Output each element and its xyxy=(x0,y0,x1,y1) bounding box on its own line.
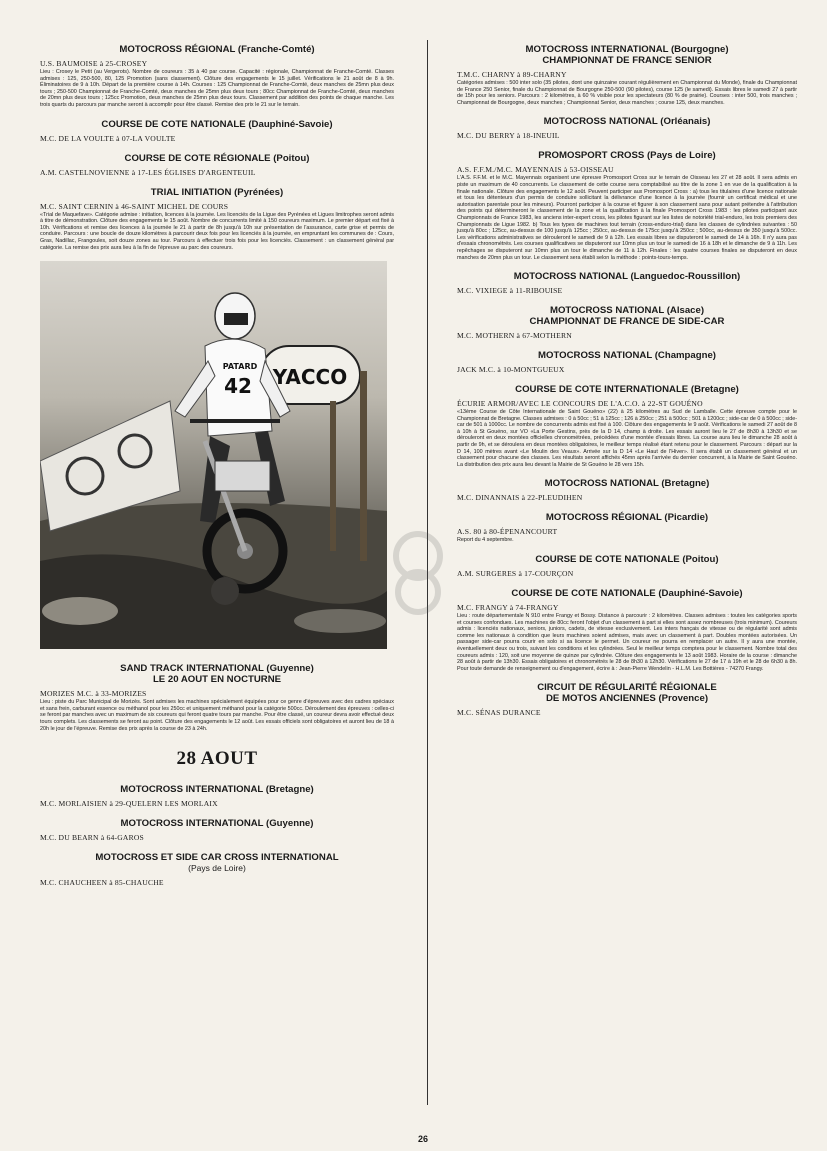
event-club: M.C. MOTHERN à 67-MOTHERN xyxy=(457,331,572,341)
event-title: PROMOSPORT CROSS (Pays de Loire) xyxy=(538,150,716,162)
event-body: Catégories admises : 500 inter solo (35 pilotes, dont une quinzaine courant régulièrement en Championnat du Monde), finale du Championnat de France 250 Senior, finale du Championnat de Bourgogne 250-500 (90 pilotes), course 125 (le samedi). Essais libres le samedi 27 à partir de 15h pour les seniors. Parcours : 2 kilomètres, à 60 % visible pour les spectateurs (80 % de prairie). Courses : inter 500, trois manches ; Championnat de Bourgogne, deux manches ; Championnat Senior, deux manches ; course 125, deux manches. xyxy=(457,80,797,106)
event-club: U.S. BAUMOISE à 25-CROSEY xyxy=(40,59,148,68)
event-title: COURSE DE COTE RÉGIONALE (Poitou) xyxy=(124,152,310,164)
event-body: Report du 4 septembre. xyxy=(457,537,514,544)
event-title: MOTOCROSS RÉGIONAL (Picardie) xyxy=(545,512,709,524)
event-title xyxy=(457,44,797,66)
photo-illustration xyxy=(40,261,387,649)
event-cote-bretagne-inter xyxy=(457,384,797,468)
event-club: M.C. SÉNAS DURANCE xyxy=(457,708,541,718)
event-title-line1: CIRCUIT DE RÉGULARITÉ RÉGIONALE xyxy=(537,682,717,694)
yacco-banner-text: YACCO xyxy=(272,365,348,390)
event-title: TRIAL INITIATION (Pyrénées) xyxy=(150,186,284,198)
watermark-logo xyxy=(388,528,448,618)
event-club: A.M. SURGERES à 17-COURÇON xyxy=(457,569,574,579)
date-heading: 28 AOUT xyxy=(176,748,258,770)
event-club: T.M.C. CHARNY à 89-CHARNY xyxy=(457,70,567,79)
event-title-line2: CHAMPIONNAT DE FRANCE DE SIDE-CAR xyxy=(529,316,725,328)
event-title: COURSE DE COTE INTERNATIONALE (Bretagne) xyxy=(515,384,739,396)
event-title-line1: MOTOCROSS ET SIDE CAR CROSS INTERNATIONAL xyxy=(95,852,339,864)
event-motocross-bretagne-inter xyxy=(40,784,394,808)
event-title-line2: (Pays de Loire) xyxy=(188,863,246,874)
jersey-brand: PATARD xyxy=(222,362,258,372)
event-title: MOTOCROSS NATIONAL (Languedoc-Roussillon) xyxy=(513,271,741,283)
event-club: M.C. MORLAISIEN à 29-QUELERN LES MORLAIX xyxy=(40,799,218,809)
event-club: M.C. VIXIEGE à 11-RIBOUISE xyxy=(457,286,563,296)
event-promosport-cross xyxy=(457,150,797,261)
event-title: COURSE DE COTE NATIONALE (Dauphiné-Savoie) xyxy=(101,118,333,130)
event-title: MOTOCROSS NATIONAL (Bretagne) xyxy=(544,478,710,490)
event-motocross-orleanais xyxy=(457,116,797,140)
event-motocross-guyenne-inter xyxy=(40,818,394,842)
event-club: ÉCURIE ARMOR/AVEC LE CONCOURS DE L'A.C.O. à 22-ST GOUÉNO xyxy=(457,399,703,409)
event-club: M.C. DU BEARN à 64-GAROS xyxy=(40,833,144,843)
event-motocross-alsace xyxy=(457,305,797,340)
page-number: 26 xyxy=(418,1134,429,1144)
event-body: L'A.S. F.F.M. et le M.C. Mayennais organisent une épreuve Promosport Cross sur le terrain de Oisseau les 27 et 28 août. Il sera admis en piste un maximum de 40 concurrents. Le classement de cette course sera comptabilisé au titre de la zone 1 en vue de la qualification à la finale nationale. Clôture des engagements le 12 août. Peuvent participer aux Promosport Cross : a) tous les titulaires d'une licence nationale et tous les détenteurs d'un permis de conduire sollicitant la délivrance d'une licence à la journée (fournir un certificat médical et une autorisation parentale pour les mineurs). Pourront participer à la course et figurer à son classement sans pour autant prétendre à l'attribution des points qui détermineront le classement de la zone et la qualification à la finale Promosport Cross 1983 : les pilotes participant aux Championnats de France 1983, les anciens inter-expert cross, les pilotes figurant sur les listes de notoriété trial-enduro, les trois premiers des Championnats de Ligue 1982. b) Tous les types de machines tout terrain (cross-enduro-trial) dans les classes de cylindrées suivantes : 50 jusqu'à 80cc ; 125cc, au-dessus de 100 jusqu'à 125cc ; 250cc, au-dessus de 175cc jusqu'à 250cc ; 500cc, au-dessus de 350 jusqu'à 500cc. Les vérifications administratives se dérouleront le samedi de 9 à 12h. Les essais libres se disputeront le samedi de 14 à 16h. Il n'y aura pas d'essais chronométrés. Les courses qualificatives se disputeront sur 10mn plus un tour le samedi de 16 à 18h et le dimanche de 9 à 11h. Les repêchages se disputeront sur 10mn plus un tour le dimanche de 11 à 12h. Finales : les quatre courses finales se disputeront en deux manches de 20mn plus un tour. Le classement sera établi selon la méthode : points-tours-temps. xyxy=(457,175,797,261)
event-club: MORIZES M.C. à 33-MORIZES xyxy=(40,689,147,699)
event-side-car-pays-de-loire xyxy=(40,852,394,887)
event-title: MOTOCROSS NATIONAL (Champagne) xyxy=(537,350,717,362)
event-club: M.C. CHAUCHEEN à 85-CHAUCHE xyxy=(40,878,164,888)
event-title: MOTOCROSS INTERNATIONAL (Guyenne) xyxy=(120,818,314,830)
event-title-line1: MOTOCROSS NATIONAL (Alsace) xyxy=(549,305,705,317)
event-cote-poitou-national xyxy=(457,554,797,578)
event-trial-pyrenees xyxy=(40,187,394,252)
event-title xyxy=(40,663,394,685)
event-title xyxy=(40,852,394,874)
event-club: M.C. DINANNAIS à 22-PLEUDIHEN xyxy=(457,493,583,503)
event-club: A.M. CASTELNOVIENNE à 17-LES ÉGLISES D'ARGENTEUIL xyxy=(40,167,256,177)
event-club: M.C. DU BERRY à 18-INEUIL xyxy=(457,131,560,141)
event-title: MOTOCROSS RÉGIONAL (Franche-Comté) xyxy=(119,44,315,55)
event-club: JACK M.C. à 10-MONTGUEUX xyxy=(457,365,565,375)
event-title xyxy=(457,682,797,704)
trial-rider-photo xyxy=(40,261,387,649)
event-cote-poitou xyxy=(40,153,394,177)
left-column xyxy=(40,44,394,897)
event-title: COURSE DE COTE NATIONALE (Dauphiné-Savoie) xyxy=(511,588,743,600)
event-body: «Trial de Maquefave». Catégorie admise : initiation, licences à la journée. Les licenciés de la Ligue des Pyrénées et Ligues limitrophes seront admis à titre de démonstration. Clôture des engagements le 15 août. Nombre de concurrents limité à 150 coureurs maximum. Le premier départ est fixé à 10h. Vérifications et remise des licences à la journée le 21 à partir de 8h jusqu'à 10h sur présentation de l'assurance, carte grise et permis de conduire. Parcours : une boucle de douze kilomètres à parcourir deux fois pour les licenciés à la journée, en empruntant les communes de : Cours, Gras, Nadillac, Frangoules, soit douze zones au tour. Parcours à effectuer trois fois pour les licenciés. Classement : un classement général par catégorie. La remise des prix aura lieu à la fin de l'épreuve au parc des coureurs. xyxy=(40,211,394,251)
event-title-line2: CHAMPIONNAT DE FRANCE SENIOR xyxy=(542,55,712,66)
rider-number: 42 xyxy=(224,374,252,399)
event-club: A.S. F.F.M./M.C. MAYENNAIS à 53-OISSEAU xyxy=(457,165,614,175)
event-motocross-picardie xyxy=(457,512,797,544)
event-body: Lieu : route départementale N 910 entre Frangy et Bossy. Distance à parcourir : 2 kilomètres. Classes admises : toutes les catégories sports et courses confondues. Les machines de 80cc feront l'objet d'un classement à part si elles sont assez nombreuses (trois minimum). Coureurs admis : licenciés nationaux, seniors, juniors, cadets, de vitesse exclusivement. Les inters français de vitesse ou de régularité sont admis comme les nationaux à condition que leurs machines soient admises, mais avec un classement à part. Doubles montées autorisées. Un passager side-car pourra courir en solo si sa licence le permet. Un coureur ne pourra en remplacer un autre. Il y aura une montée, éventuellement deux ou trois, suivant les conditions et les cylindrées. Seul le meilleur temps comptera pour le classement. Nombre total des coureurs admis : 120, soit une moyenne de quinze par cylindrée. Clôture des engagements le 13 août 1983. Horaire de la course : dimanche 28 août à partir de 13h30. Essais obligatoires et chronométrés le 28 de 8h30 à 12h30. Vérifications le 27 de 17 à 19h et le 28 de 6h30 à 8h. Pour toute demande de renseignement ou d'engagement, écrire à : Jean-Pierre Wendelin - H.L.M. Les Bottières - 74270 Frangy. xyxy=(457,613,797,672)
event-club: A.S. 80 à 80-ÉPENANCOURT xyxy=(457,527,558,537)
event-cote-dauphine xyxy=(40,119,394,143)
event-sand-track xyxy=(40,663,394,732)
event-title: MOTOCROSS INTERNATIONAL (Bretagne) xyxy=(120,784,314,796)
event-body: «13ème Course de Côte Internationale de Saint Gouéno» (22) à 25 kilomètres au Sud de Lamballe. Cette épreuve compte pour le Championnat de Bretagne. Classes admises : 0 à 50cc ; 51 à 125cc ; 126 à 250cc ; 251 à 500cc ; 501 à 1200cc ; side-car de 0 à 500cc ; side-car de 501 à 1000cc. Le nombre de concurrents admis est fixé à 100. Clôture des engagements le 9 août. Vérifications le samedi 27 août de 8 à 10h à St Gouéno, sur VO «La Porte Gestins, près de la D 14, champ à droite. Les essais auront lieu le 27 de 8h30 à 13h30 et se dérouleront en deux montées officielles chronométrées, précédées d'une montée d'essais libres. La course aura lieu le dimanche 28 août à partir de 9h, et se déroulera en deux montées obligatoires, le meilleur temps réalisé étant retenu pour le classement. Parcours : départ sur la D 14, 100 mètres avant «Le Moulin des Veaux». Arrivée sur la D 14 «Le Haut de l'Hiver». Il sera établi un classement général et un classement pour chacune des classes. Les résultats seront affichés 45mn après l'arrivée du dernier concurrent, à la Mairie de Saint Gouéno. La distribution des prix aura lieu devant la Mairie de St Gouéno le 28 vers 15h. xyxy=(457,409,797,468)
right-column xyxy=(457,44,797,727)
event-body: Lieu : piste du Parc Municipal de Morizès. Sont admises les machines spécialement équipées pour ce genre d'épreuves avec des cadres spéciaux et sans frein, carburant essence ou méthanol pour les 250cc et uniquement méthanol pour la catégorie 500cc. Déroulement des épreuves : celles-ci se feront par manches avec un maximum de six coureurs qui feront quatre tours par manche. Pour être classé, un coureur devra avoir effectué deux tours complets. Les classements se feront au point. Clôture des engagements le 12 août. Les essais officiels sont obligatoires et auront lieu de 18 à 20h le jour de l'épreuve. Remise des prix après la course de 23 à 24h. xyxy=(40,699,394,732)
event-title-line1: SAND TRACK INTERNATIONAL (Guyenne) xyxy=(120,663,314,675)
event-body: Lieu : Crosey le Petit (au Vergerots). Nombre de coureurs : 35 à 40 par course. Capacité : régionale, Championnat de Franche-Comté. Classes admises : 125, 250-500, 80, 125 Promotion (sans classement). Clôture des engagements le 15 juillet. Vérifications le 21 août de 8 à 9h. Éliminatoires de 9 à 10h. Départ de la première course à 14h. Courses : 125 Championnat de Franche-Comté, deux manches de 25mn plus deux tours ; 250-500 Championnat de Franche-Comté, deux manches de 25mn plus deux tours ; 80cc Championnat de Franche-Comté, deux manches de 20mn plus deux tours ; 125cc Promotion, deux manches de 25mn plus deux tours. Classement par addition des points de chaque manche. Les trois quarts du parcours par manche seront à accomplir pour être classé. Remise des prix le 21 sur le terrain. xyxy=(40,69,394,108)
event-title-line1: MOTOCROSS INTERNATIONAL (Bourgogne) xyxy=(525,44,729,55)
event-club: M.C. DE LA VOULTE à 07-LA VOULTE xyxy=(40,133,176,143)
event-circuit-regularite xyxy=(457,682,797,717)
event-club: M.C. FRANGY à 74-FRANGY xyxy=(457,603,559,613)
event-title-line2: DE MOTOS ANCIENNES (Provence) xyxy=(545,693,709,705)
event-motocross-champagne xyxy=(457,350,797,374)
event-cote-dauphine-frangy xyxy=(457,588,797,672)
event-motocross-languedoc xyxy=(457,271,797,295)
event-title-line2: LE 20 AOUT EN NOCTURNE xyxy=(152,674,282,686)
event-club: M.C. SAINT CERNIN à 46-SAINT MICHEL DE COURS xyxy=(40,201,229,211)
event-motocross-bourgogne xyxy=(457,44,797,106)
event-title: MOTOCROSS NATIONAL (Orléanais) xyxy=(543,116,711,128)
event-motocross-bretagne-national xyxy=(457,478,797,502)
event-motocross-franche-comte xyxy=(40,44,394,109)
event-title xyxy=(457,305,797,327)
event-title: COURSE DE COTE NATIONALE (Poitou) xyxy=(535,554,719,566)
